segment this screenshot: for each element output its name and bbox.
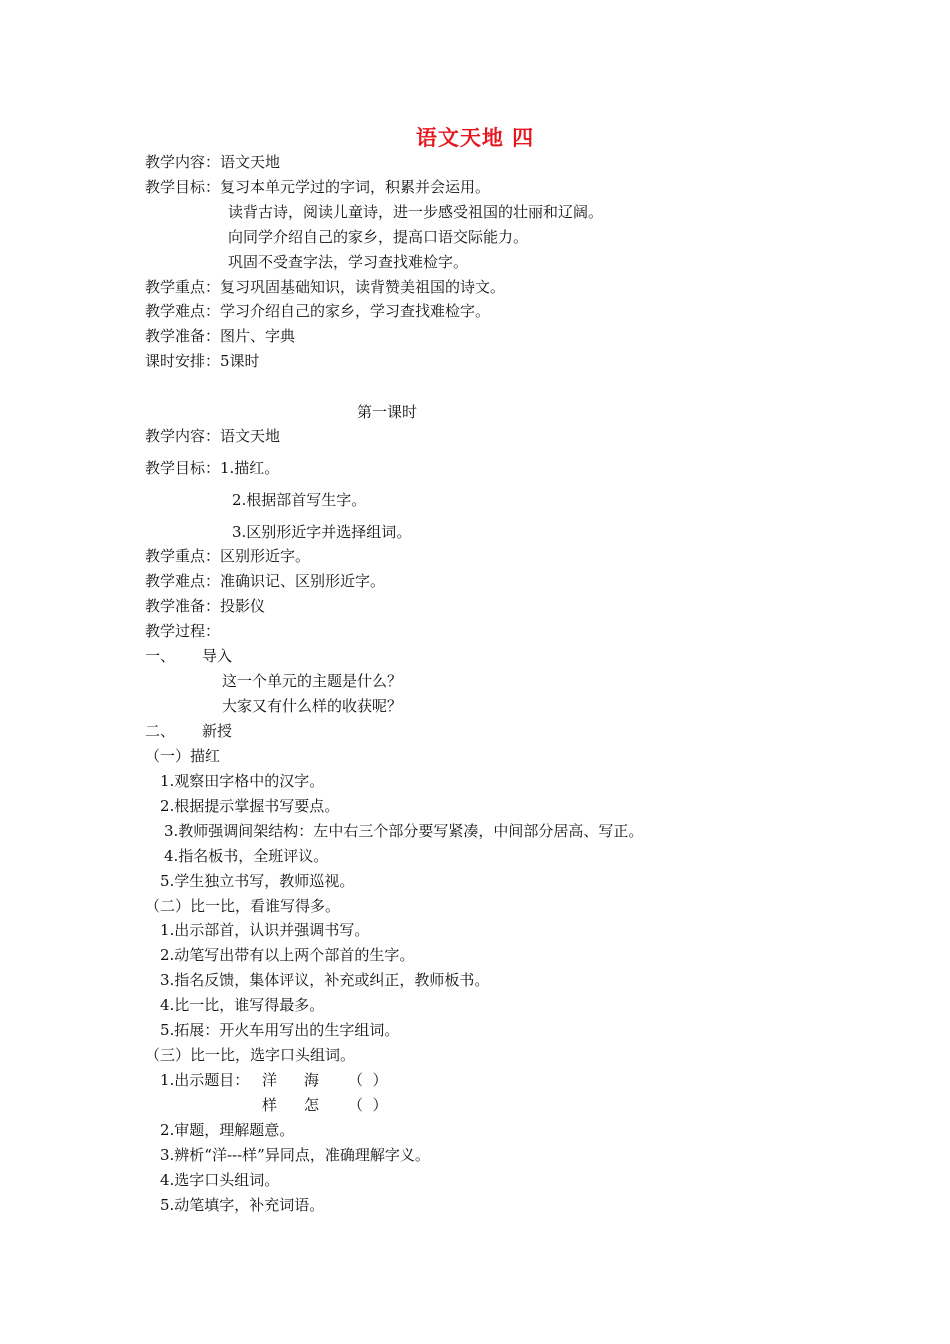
lesson1-goal-1: 教学目标：1.描红。: [145, 459, 280, 477]
overview-content: 教学内容：语文天地: [145, 153, 281, 171]
part3-item-1: 1.出示题目：: [160, 1071, 250, 1089]
part3-item-3: 3.辨析“洋---样”异同点，准确理解字义。: [160, 1146, 430, 1164]
overview-difficulty: 教学难点：学习介绍自己的家乡，学习查找难检字。: [145, 302, 491, 320]
part3-item-4: 4.选字口头组词。: [160, 1171, 280, 1189]
overview-schedule: 课时安排：5课时: [145, 352, 260, 370]
part1-item-1: 1.观察田字格中的汉字。: [160, 772, 325, 790]
part1-item-2: 2.根据提示掌握书写要点。: [160, 797, 340, 815]
overview-goal-2: 读背古诗，阅读儿童诗，进一步感受祖国的壮丽和辽阔。: [228, 203, 604, 221]
overview-prep: 教学准备：图片、字典: [145, 327, 296, 345]
lesson1-goal-2: 2.根据部首写生字。: [232, 491, 367, 509]
overview-goal-4: 巩固不受查字法，学习查找难检字。: [228, 253, 469, 271]
lesson1-key: 教学重点：区别形近字。: [145, 547, 311, 565]
part1-item-3: 3.教师强调间架结构：左中右三个部分要写紧凑，中间部分居高、写正。: [164, 822, 644, 840]
part3-row2-char-1: 样: [262, 1096, 278, 1114]
part3-heading: （三）比一比，选字口头组词。: [145, 1046, 356, 1064]
step1-label: 导入: [202, 647, 233, 665]
lesson1-heading: 第一课时: [356, 403, 417, 421]
step1-question-2: 大家又有什么样的收获呢？: [222, 697, 403, 715]
part1-item-5: 5.学生独立书写，教师巡视。: [160, 872, 355, 890]
step1-question-1: 这一个单元的主题是什么？: [222, 672, 403, 690]
part2-item-5: 5.拓展：开火车用写出的生字组词。: [160, 1021, 400, 1039]
part2-item-1: 1.出示部首，认识并强调书写。: [160, 921, 370, 939]
part3-row1-char-2: 海: [304, 1071, 320, 1089]
overview-goal-1: 教学目标：复习本单元学过的字词，积累并会运用。: [145, 178, 491, 196]
part2-item-3: 3.指名反馈，集体评议，补充或纠正，教师板书。: [160, 971, 490, 989]
overview-key: 教学重点：复习巩固基础知识，读背赞美祖国的诗文。: [145, 278, 506, 296]
part2-item-2: 2.动笔写出带有以上两个部首的生字。: [160, 946, 415, 964]
step2-number: 二、: [145, 722, 176, 740]
overview-goal-3: 向同学介绍自己的家乡，提高口语交际能力。: [228, 228, 529, 246]
step1-number: 一、: [145, 647, 176, 665]
part1-heading: （一）描红: [145, 747, 221, 765]
part1-item-4: 4.指名板书，全班评议。: [164, 847, 329, 865]
lesson1-prep: 教学准备：投影仪: [145, 597, 266, 615]
part3-row2-char-2: 怎: [304, 1096, 320, 1114]
part3-row1-blank: （ ）: [348, 1071, 388, 1089]
lesson1-content: 教学内容：语文天地: [145, 427, 281, 445]
lesson1-difficulty: 教学难点：准确识记、区别形近字。: [145, 572, 386, 590]
lesson1-goal-3: 3.区别形近字并选择组词。: [232, 523, 412, 541]
part2-item-4: 4.比一比，谁写得最多。: [160, 996, 325, 1014]
part3-row2-blank: （ ）: [348, 1096, 388, 1114]
part3-item-2: 2.审题，理解题意。: [160, 1121, 295, 1139]
part2-heading: （二）比一比，看谁写得多。: [145, 897, 341, 915]
part3-item-5: 5.动笔填字，补充词语。: [160, 1196, 325, 1214]
part3-row1-char-1: 洋: [262, 1071, 278, 1089]
document-title: 语文天地 四: [415, 126, 535, 150]
lesson1-process: 教学过程：: [145, 622, 221, 640]
step2-label: 新授: [202, 722, 233, 740]
